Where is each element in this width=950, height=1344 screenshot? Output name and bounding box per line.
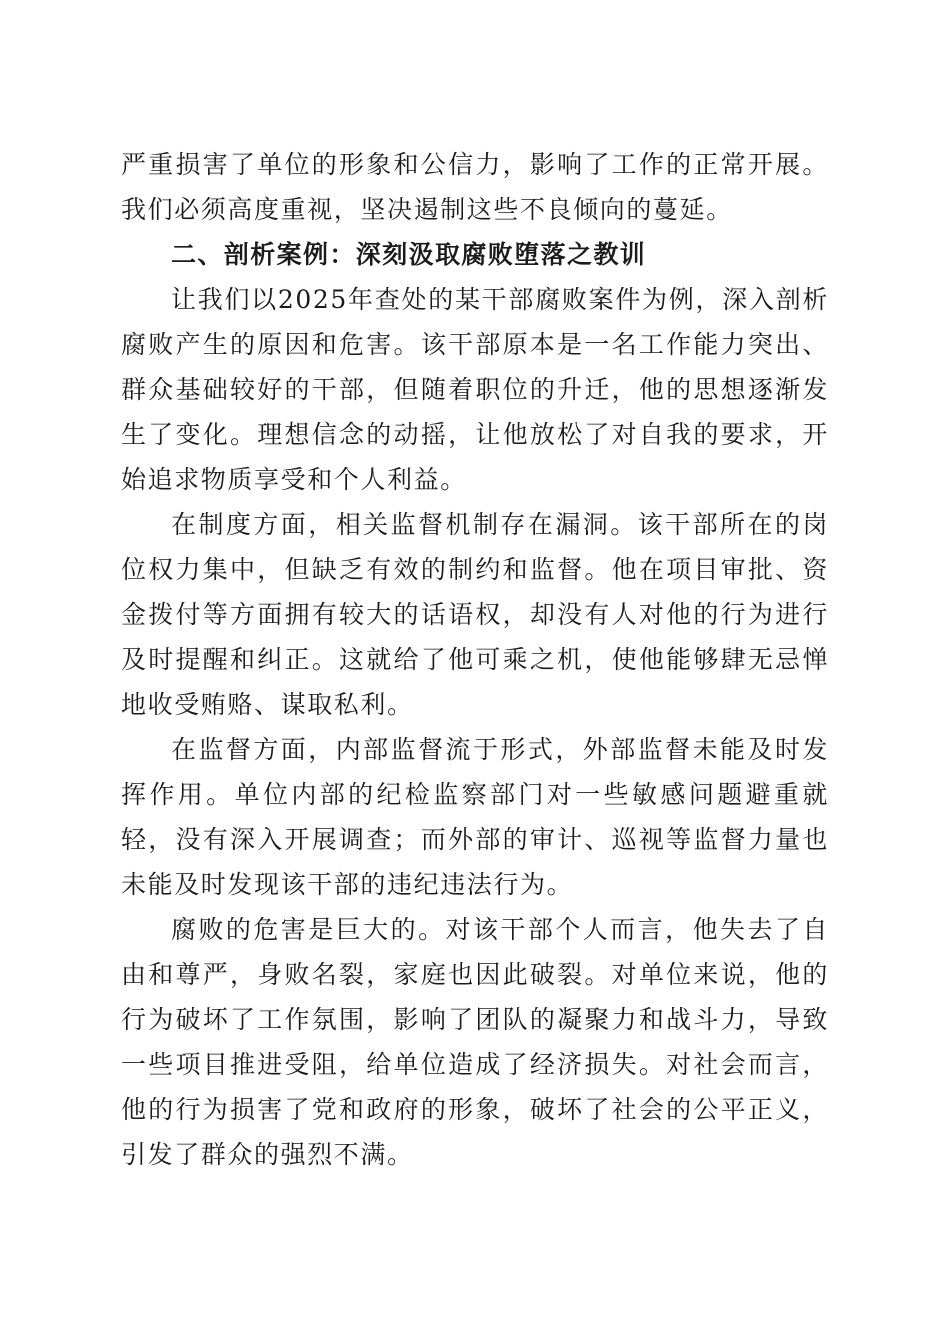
section-heading: 二、剖析案例：深刻汲取腐败堕落之教训 [171,240,647,269]
paragraph-harm: 腐败的危害是巨大的。对该干部个人而言，他失去了自由和尊严，身败名裂，家庭也因此破裂。对单位来说，他的行为破坏了工作氛围，影响了团队的凝聚力和战斗力，导致一些项目推进受阻，给单位造成了经济损失。对社会而言，他的行为损害了党和政府的形象，破坏了社会的公平正义，引发了群众的强烈不满。 [121,915,829,1169]
paragraph-case-intro: 让我们以2025年查处的某干部腐败案件为例，深入剖析腐败产生的原因和危害。该干部原本是一名工作能力突出、群众基础较好的干部，但随着职位的升迁，他的思想逐渐发生了变化。理想信念的动摇，让他放松了对自我的要求，开始追求物质享受和个人利益。 [121,285,829,494]
paragraph-system: 在制度方面，相关监督机制存在漏洞。该干部所在的岗位权力集中，但缺乏有效的制约和监督。他在项目审批、资金拨付等方面拥有较大的话语权，却没有人对他的行为进行及时提醒和纠正。这就给了他可乘之机，使他能够肆无忌惮地收受贿赂、谋取私利。 [121,510,829,719]
paragraph-continuation: 严重损害了单位的形象和公信力，影响了工作的正常开展。我们必须高度重视，坚决遏制这些不良倾向的蔓延。 [121,150,829,224]
paragraph-supervision: 在监督方面，内部监督流于形式，外部监督未能及时发挥作用。单位内部的纪检监察部门对一些敏感问题避重就轻，没有深入开展调查；而外部的审计、巡视等监督力量也未能及时发现该干部的违纪违法行为。 [121,735,829,899]
document-body [121,142,829,1177]
